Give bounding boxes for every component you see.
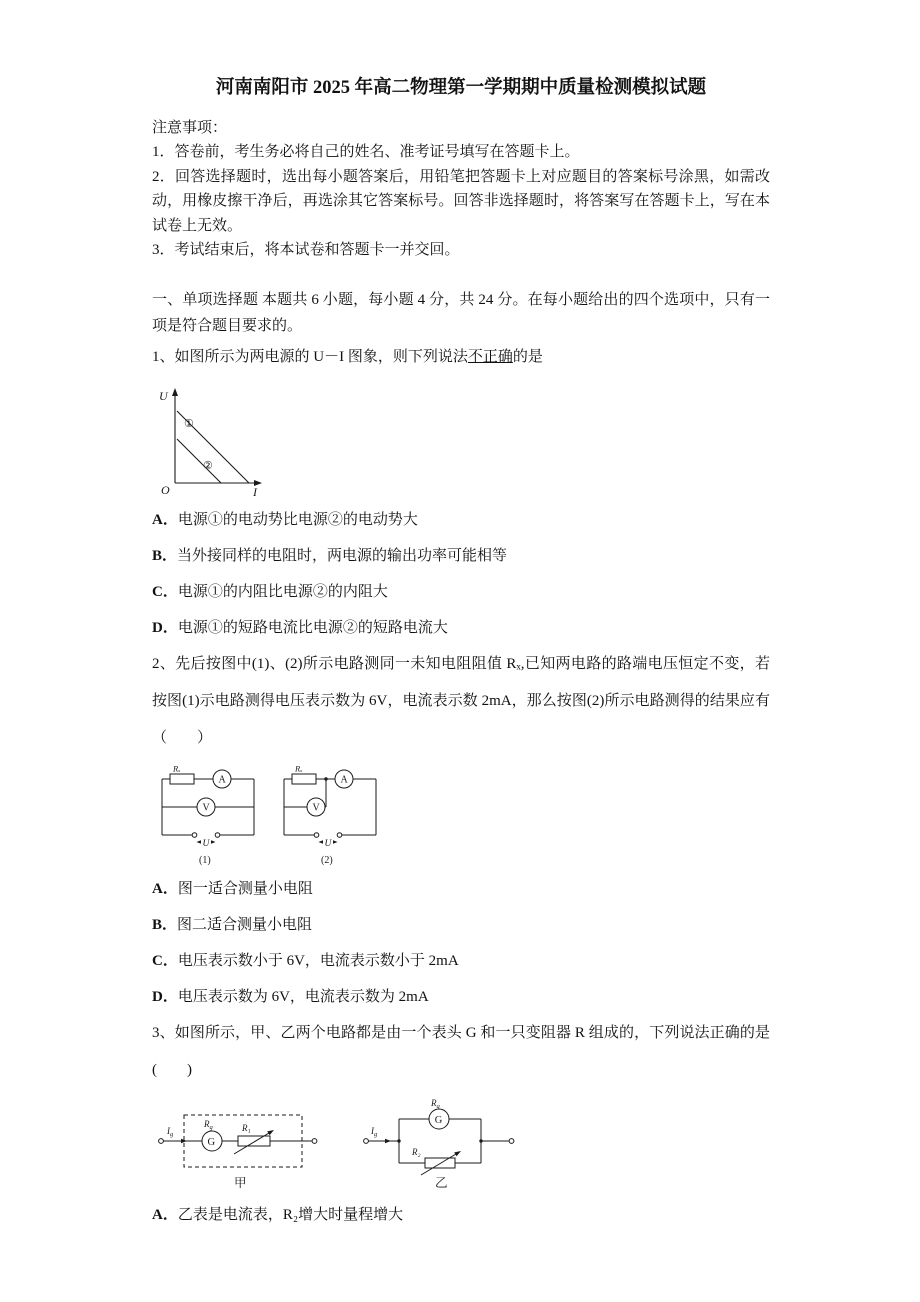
q3-yi-junction-left xyxy=(397,1139,400,1142)
ig-g: g xyxy=(170,1130,174,1138)
q2-circuits-figure xyxy=(154,765,386,867)
rg-r: R xyxy=(204,1118,210,1129)
q3-circuit-jia xyxy=(159,1115,317,1190)
option-text: 图一适合测量小电阻 xyxy=(177,880,313,897)
q1-stem xyxy=(152,339,770,376)
q2-option-a xyxy=(152,871,770,907)
option-letter: A． xyxy=(152,880,178,897)
notice-item-1: 1．答卷前，考生务必将自己的姓名、准考证号填写在答题卡上。 xyxy=(152,144,580,161)
option-text: 图二适合测量小电阻 xyxy=(177,916,313,933)
option-text: 乙表是电流表，R₂增大时量程增大 xyxy=(177,1206,404,1223)
q3-jia-g-label: G xyxy=(207,1136,216,1148)
q2-option-b xyxy=(152,907,770,943)
q2-circuit-1 xyxy=(162,765,254,866)
q3-yi-r2-label: R₂ xyxy=(412,1146,421,1157)
q2-c2-junction-dot xyxy=(324,777,327,780)
q2-c1-rx-label: Rₓ xyxy=(173,764,181,774)
q3-jia-caption: 甲 xyxy=(234,1175,247,1190)
option-text: 电压表示数为 6V，电流表示数为 2mA xyxy=(177,988,429,1005)
option-text: 电源①的电动势比电源②的电动势大 xyxy=(177,511,418,528)
q3-yi-g-label: G xyxy=(434,1114,443,1126)
q1-option-a xyxy=(152,502,770,538)
q3-circuit-yi xyxy=(364,1098,514,1190)
q2-circuit-2 xyxy=(284,765,376,866)
q2-c2-caption: (2) xyxy=(321,854,333,866)
question-1 xyxy=(152,339,770,646)
q2-stem: 2、先后按图中(1)、(2)所示电路测同一未知电阻阻值 Rₓ,已知两电路的路端电压恒定不变，若按图(1)示电路测得电压表示数为 6V，电流表示数 2mA，那么按图(2)所示电路测得的结果应有（ ） xyxy=(152,655,770,746)
q3-option-a xyxy=(152,1197,770,1233)
q3-yi-junction-right xyxy=(479,1139,482,1142)
notice-heading: 注意事项： xyxy=(152,119,228,136)
rg-g: g xyxy=(436,1102,440,1110)
option-text: 电源①的内阻比电源②的内阻大 xyxy=(177,583,388,600)
q1-axis-arrows xyxy=(172,388,262,486)
q1fig-origin-label: O xyxy=(161,482,170,497)
ig-i: I xyxy=(371,1125,374,1136)
q3-jia-ig-label xyxy=(166,1126,174,1138)
q2-c1-ammeter-label: A xyxy=(218,774,226,786)
q1-option-b xyxy=(152,538,770,574)
q1-graph-axes xyxy=(175,394,256,483)
q2-c1-u-label: U xyxy=(202,838,210,849)
option-letter: B． xyxy=(152,547,178,564)
q1fig-line1-label: ① xyxy=(184,417,194,430)
section1-heading: 一、单项选择题 本题共 6 小题，每小题 4 分，共 24 分。在每小题给出的四个选项中，只有一项是符合题目要求的。 xyxy=(152,291,770,334)
ig-g: g xyxy=(374,1130,378,1138)
option-letter: B． xyxy=(152,916,178,933)
q1-stem-underlined: 不正确 xyxy=(467,348,513,365)
option-letter: C． xyxy=(152,583,178,600)
rg-g: g xyxy=(209,1123,213,1131)
q3-circuits-figure xyxy=(154,1097,524,1193)
option-text: 当外接同样的电阻时，两电源的输出功率可能相等 xyxy=(177,547,508,564)
q3-yi-caption: 乙 xyxy=(435,1175,448,1190)
option-letter: C． xyxy=(152,952,178,969)
q1fig-line2-label: ② xyxy=(203,459,213,472)
question-3 xyxy=(152,1015,770,1233)
q2-c1-caption: (1) xyxy=(199,854,211,866)
q2-option-d xyxy=(152,979,770,1015)
q2-c2-rx-label: Rₓ xyxy=(295,764,303,774)
q1fig-u-axis-label: U xyxy=(159,388,168,403)
q3-yi-ig-label xyxy=(370,1126,378,1138)
q1-stem-after: 的是 xyxy=(512,348,543,365)
q1-stem-before: 1、如图所示为两电源的 U－I 图象，则下列说法 xyxy=(152,348,468,365)
q2-c1-voltmeter-label: V xyxy=(202,802,210,814)
option-text: 电压表示数小于 6V，电流表示数小于 2mA xyxy=(177,952,459,969)
notice-item-3: 3．考试结束后，将本试卷和答题卡一并交回。 xyxy=(152,242,460,259)
option-text: 电源①的短路电流比电源②的短路电流大 xyxy=(177,619,448,636)
notice-item-2: 2．回答选择题时，选出每小题答案后，用铅笔把答题卡上对应题目的答案标号涂黑，如需改动，用橡皮擦干净后，再选涂其它答案标号。回答非选择题时，将答案写在答题卡上，写在本试卷上无效。 xyxy=(152,168,770,234)
option-letter: D． xyxy=(152,619,178,636)
q3-jia-r1-label: R₁ xyxy=(242,1122,251,1133)
q3-jia-rg-label xyxy=(203,1119,214,1131)
q2-c2-u-label: U xyxy=(324,838,332,849)
q3-stem: 3、如图所示，甲、乙两个电路都是由一个表头 G 和一只变阻器 R 组成的，下列说法正确的是( ) xyxy=(152,1024,770,1078)
q3-yi-rg-label xyxy=(430,1098,441,1110)
q1fig-i-axis-label: I xyxy=(253,484,257,498)
q1-ui-graph-figure xyxy=(154,384,266,498)
option-letter: A． xyxy=(152,511,178,528)
q2-option-c xyxy=(152,943,770,979)
option-letter: A． xyxy=(152,1206,178,1223)
option-letter: D． xyxy=(152,988,178,1005)
question-2 xyxy=(152,646,770,1015)
ig-i: I xyxy=(167,1125,170,1136)
q1-option-d xyxy=(152,610,770,646)
q2-c2-voltmeter-label: V xyxy=(312,802,320,814)
rg-r: R xyxy=(431,1097,437,1108)
q1-option-c xyxy=(152,574,770,610)
notice-section xyxy=(152,116,770,263)
page-title: 河南南阳市 2025 年高二物理第一学期期中质量检测模拟试题 xyxy=(215,78,707,98)
q2-c2-ammeter-label: A xyxy=(340,774,348,786)
